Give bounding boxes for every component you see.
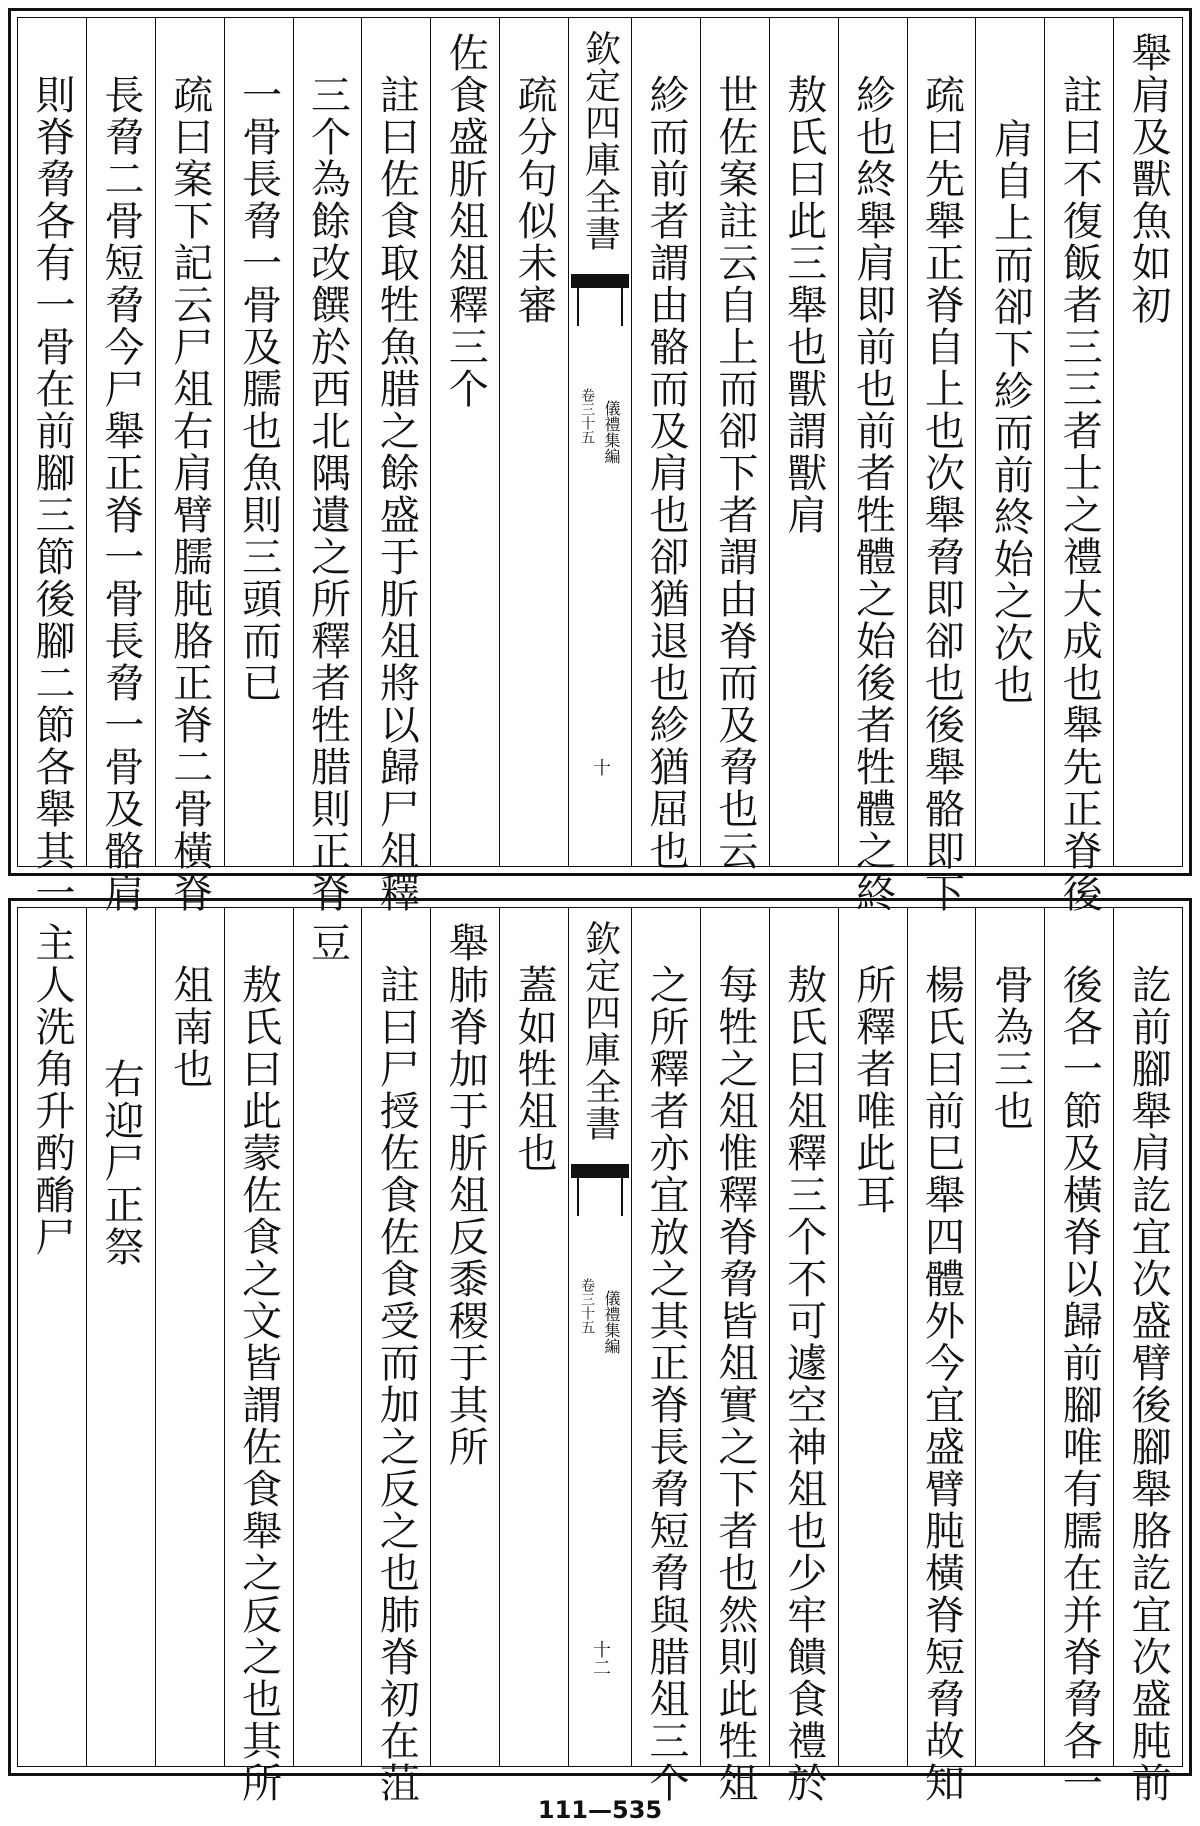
column-text: 舉肩及獸魚如初: [1125, 32, 1172, 326]
text-column: [907, 18, 976, 914]
column-text: 疏曰案下記云尸俎右肩臂臑肫胳正脊二骨橫脊: [166, 74, 213, 914]
column-text: 骨為三也: [987, 964, 1034, 1132]
column-text: 舉肺脊加于肵俎反黍稷于其所: [442, 922, 489, 1468]
text-column: [293, 18, 362, 914]
column-text: 疏分句似未審: [511, 74, 558, 326]
text-column: [224, 18, 293, 866]
text-column: [18, 18, 86, 914]
column-text: 敖氏曰俎釋三个不可遽空神俎也少牢饋食禮於: [780, 964, 827, 1804]
text-column: [700, 908, 769, 1804]
column-text: 佐食盛肵俎俎釋三个: [442, 32, 489, 410]
fish-tail-mark: [571, 1164, 629, 1178]
column-text: 註曰尸授佐食佐食受而加之反之也肺脊初在菹: [373, 964, 420, 1804]
fold-title: 欽定四庫全書: [579, 920, 621, 1142]
column-text: 肩自上而卻下紾而前終始之次也: [987, 118, 1034, 706]
column-text: 所釋者唯此耳: [849, 964, 896, 1216]
fold-page-number: 十二: [590, 1640, 611, 1676]
column-text: 訖前腳舉肩訖宜次盛臂後腳舉胳訖宜次盛肫前: [1125, 964, 1172, 1804]
text-column: [631, 18, 700, 872]
column-text: 紾而前者謂由骼而及肩也卻猶退也紾猶屈也: [642, 74, 689, 872]
column-text: 右迎尸正祭: [97, 1058, 144, 1268]
column-text: 註曰不復飯者三三者士之禮大成也舉先正脊後: [1056, 74, 1103, 914]
fold-title: 欽定四庫全書: [579, 30, 621, 252]
column-text: 註曰佐食取牲魚腊之餘盛于肵俎將以歸尸俎釋: [373, 74, 420, 914]
column-text: 主人洗角升酌酳尸: [28, 922, 75, 1258]
column-text: 三个為餘改饌於西北隅遺之所釋者牲腊則正脊: [304, 74, 351, 914]
column-text: 一骨長脅一骨及臑也魚則三頭而已: [235, 74, 282, 704]
center-fold: [568, 18, 631, 866]
column-text: 敖氏曰此蒙佐食之文皆謂佐食舉之反之也其所: [235, 964, 282, 1804]
text-column: [430, 18, 499, 866]
text-column: [155, 18, 224, 914]
fish-tail-mark: [571, 274, 629, 288]
text-column: [1044, 18, 1113, 914]
text-column: [1113, 18, 1182, 866]
column-text: 則脊脅各有一骨在前腳三節後腳二節各舉其一: [28, 74, 75, 914]
page-bottom: [8, 898, 1192, 1804]
fold-juan: 卷三十五: [579, 1278, 595, 1334]
text-column: [907, 908, 976, 1804]
column-text: 紾也終舉肩即前也前者牲體之始後者牲體之終: [849, 74, 896, 914]
column-text: 世佐案註云自上而卻下者謂由脊而及脅也云: [711, 74, 758, 872]
text-column: [838, 908, 907, 1766]
column-text: 楊氏曰前巳舉四體外今宜盛臂肫橫脊短脅故知: [918, 964, 965, 1804]
fold-page-number: 十: [590, 758, 611, 776]
column-text: 蓋如牲俎也: [511, 964, 558, 1174]
page-top: [8, 8, 1192, 914]
column-text: 豆: [304, 922, 351, 964]
text-column: [86, 908, 155, 1766]
column-text: 每牲之俎惟釋脊脅皆俎實之下者也然則此牲俎: [711, 964, 758, 1804]
column-text: 敖氏曰此三舉也獸謂獸肩: [780, 74, 827, 536]
text-column: [1113, 908, 1182, 1804]
fold-juan: 卷三十五: [579, 388, 595, 444]
text-column: [361, 908, 430, 1804]
fold-book-title: 儀禮集編: [602, 1290, 621, 1354]
column-text: 俎南也: [166, 964, 213, 1090]
text-column: [769, 908, 838, 1804]
text-column: [293, 908, 362, 1766]
text-column: [769, 18, 838, 866]
fish-tail-shape: [577, 286, 623, 326]
text-column: [361, 18, 430, 914]
text-column: [631, 908, 700, 1804]
column-text: 後各一節及橫脊以歸前腳唯有臑在并脊脅各一: [1056, 964, 1103, 1804]
text-column: [700, 18, 769, 872]
column-text: 長脅二骨短脅今尸舉正脊一骨長脅一骨及骼肩: [97, 74, 144, 914]
text-column: [1044, 908, 1113, 1804]
page-reference: 111—535: [537, 1796, 663, 1824]
text-column: [499, 18, 568, 866]
column-text: 疏曰先舉正脊自上也次舉脅即卻也後舉骼即下: [918, 74, 965, 914]
text-column: [975, 18, 1044, 866]
center-fold: [568, 908, 631, 1766]
text-column: [838, 18, 907, 914]
text-column: [86, 18, 155, 914]
text-column: [18, 908, 86, 1766]
fish-tail-shape: [577, 1176, 623, 1216]
page-frame: [17, 907, 1183, 1804]
column-text: 之所釋者亦宜放之其正脊長脅短脅與腊俎三个: [642, 964, 689, 1804]
text-column: [499, 908, 568, 1766]
text-column: [155, 908, 224, 1766]
text-column: [975, 908, 1044, 1766]
page-frame: [17, 17, 1183, 914]
text-column: [224, 908, 293, 1804]
text-column: [430, 908, 499, 1766]
fold-book-title: 儀禮集編: [602, 400, 621, 464]
